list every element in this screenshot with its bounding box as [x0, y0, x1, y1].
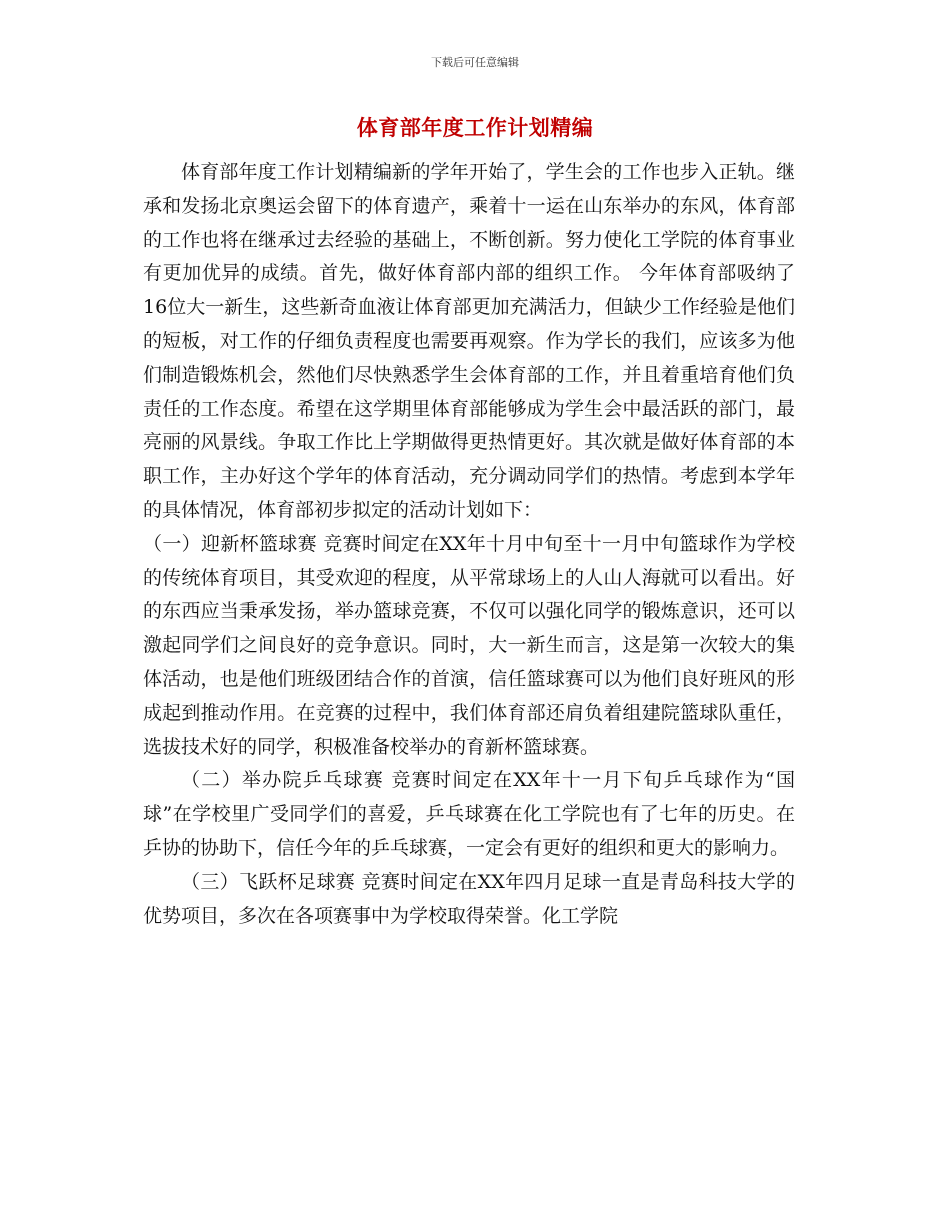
- header-note: 下载后可任意编辑: [431, 56, 519, 69]
- document-title: 体育部年度工作计划精编: [356, 116, 594, 140]
- document-body: [143, 156, 795, 933]
- paragraph-football: （三）飞跃杯足球赛 竞赛时间定在XX年四月足球一直是青岛科技大学的优势项目，多次在各项赛事中为学校取得荣誉。化工学院: [143, 870, 795, 927]
- paragraph-intro: 体育部年度工作计划精编新的学年开始了，学生会的工作也步入正轨。继承和发扬北京奥运会留下的体育遗产，乘着十一运在山东举办的东风，体育部的工作也将在继承过去经验的基础上，不断创新。努力使化工学院的体育事业有更加优异的成绩。首先，做好体育部内部的组织工作。 今年体育部吸纳了16位大一新生，这些新奇血液让体育部更加充满活力，但缺少工作经验是他们的短板，对工作的仔细负责程度也需要再观察。作为学长的我们，应该多为他们制造锻炼机会，然他们尽快熟悉学生会体育部的工作，并且着重培育他们负责任的工作态度。希望在这学期里体育部能够成为学生会中最活跃的部门，最亮丽的风景线。争取工作比上学期做得更热情更好。其次就是做好体育部的本职工作，主办好这个学年的体育活动，充分调动同学们的热情。考虑到本学年的具体情况，体育部初步拟定的活动计划如下：: [143, 161, 795, 521]
- paragraph-table-tennis: （二）举办院乒乓球赛 竞赛时间定在XX年十一月下旬乒乓球作为“国球”在学校里广受同学们的喜爱，乒乓球赛在化工学院也有了七年的历史。在乒协的协助下，信任今年的乒乓球赛，一定会有更好的组织和更大的影响力。: [143, 769, 795, 859]
- paragraph-basketball: （一）迎新杯篮球赛 竞赛时间定在XX年十月中旬至十一月中旬篮球作为学校的传统体育项目，其受欢迎的程度，从平常球场上的人山人海就可以看出。好的东西应当秉承发扬，举办篮球竞赛，不仅可以强化同学的锻炼意识，还可以激起同学们之间良好的竞争意识。同时，大一新生而言，这是第一次较大的集体活动，也是他们班级团结合作的首演，信任篮球赛可以为他们良好班风的形成起到推动作用。在竞赛的过程中，我们体育部还肩负着组建院篮球队重任，选拔技术好的同学，积极准备校举办的育新杯篮球赛。: [143, 532, 795, 758]
